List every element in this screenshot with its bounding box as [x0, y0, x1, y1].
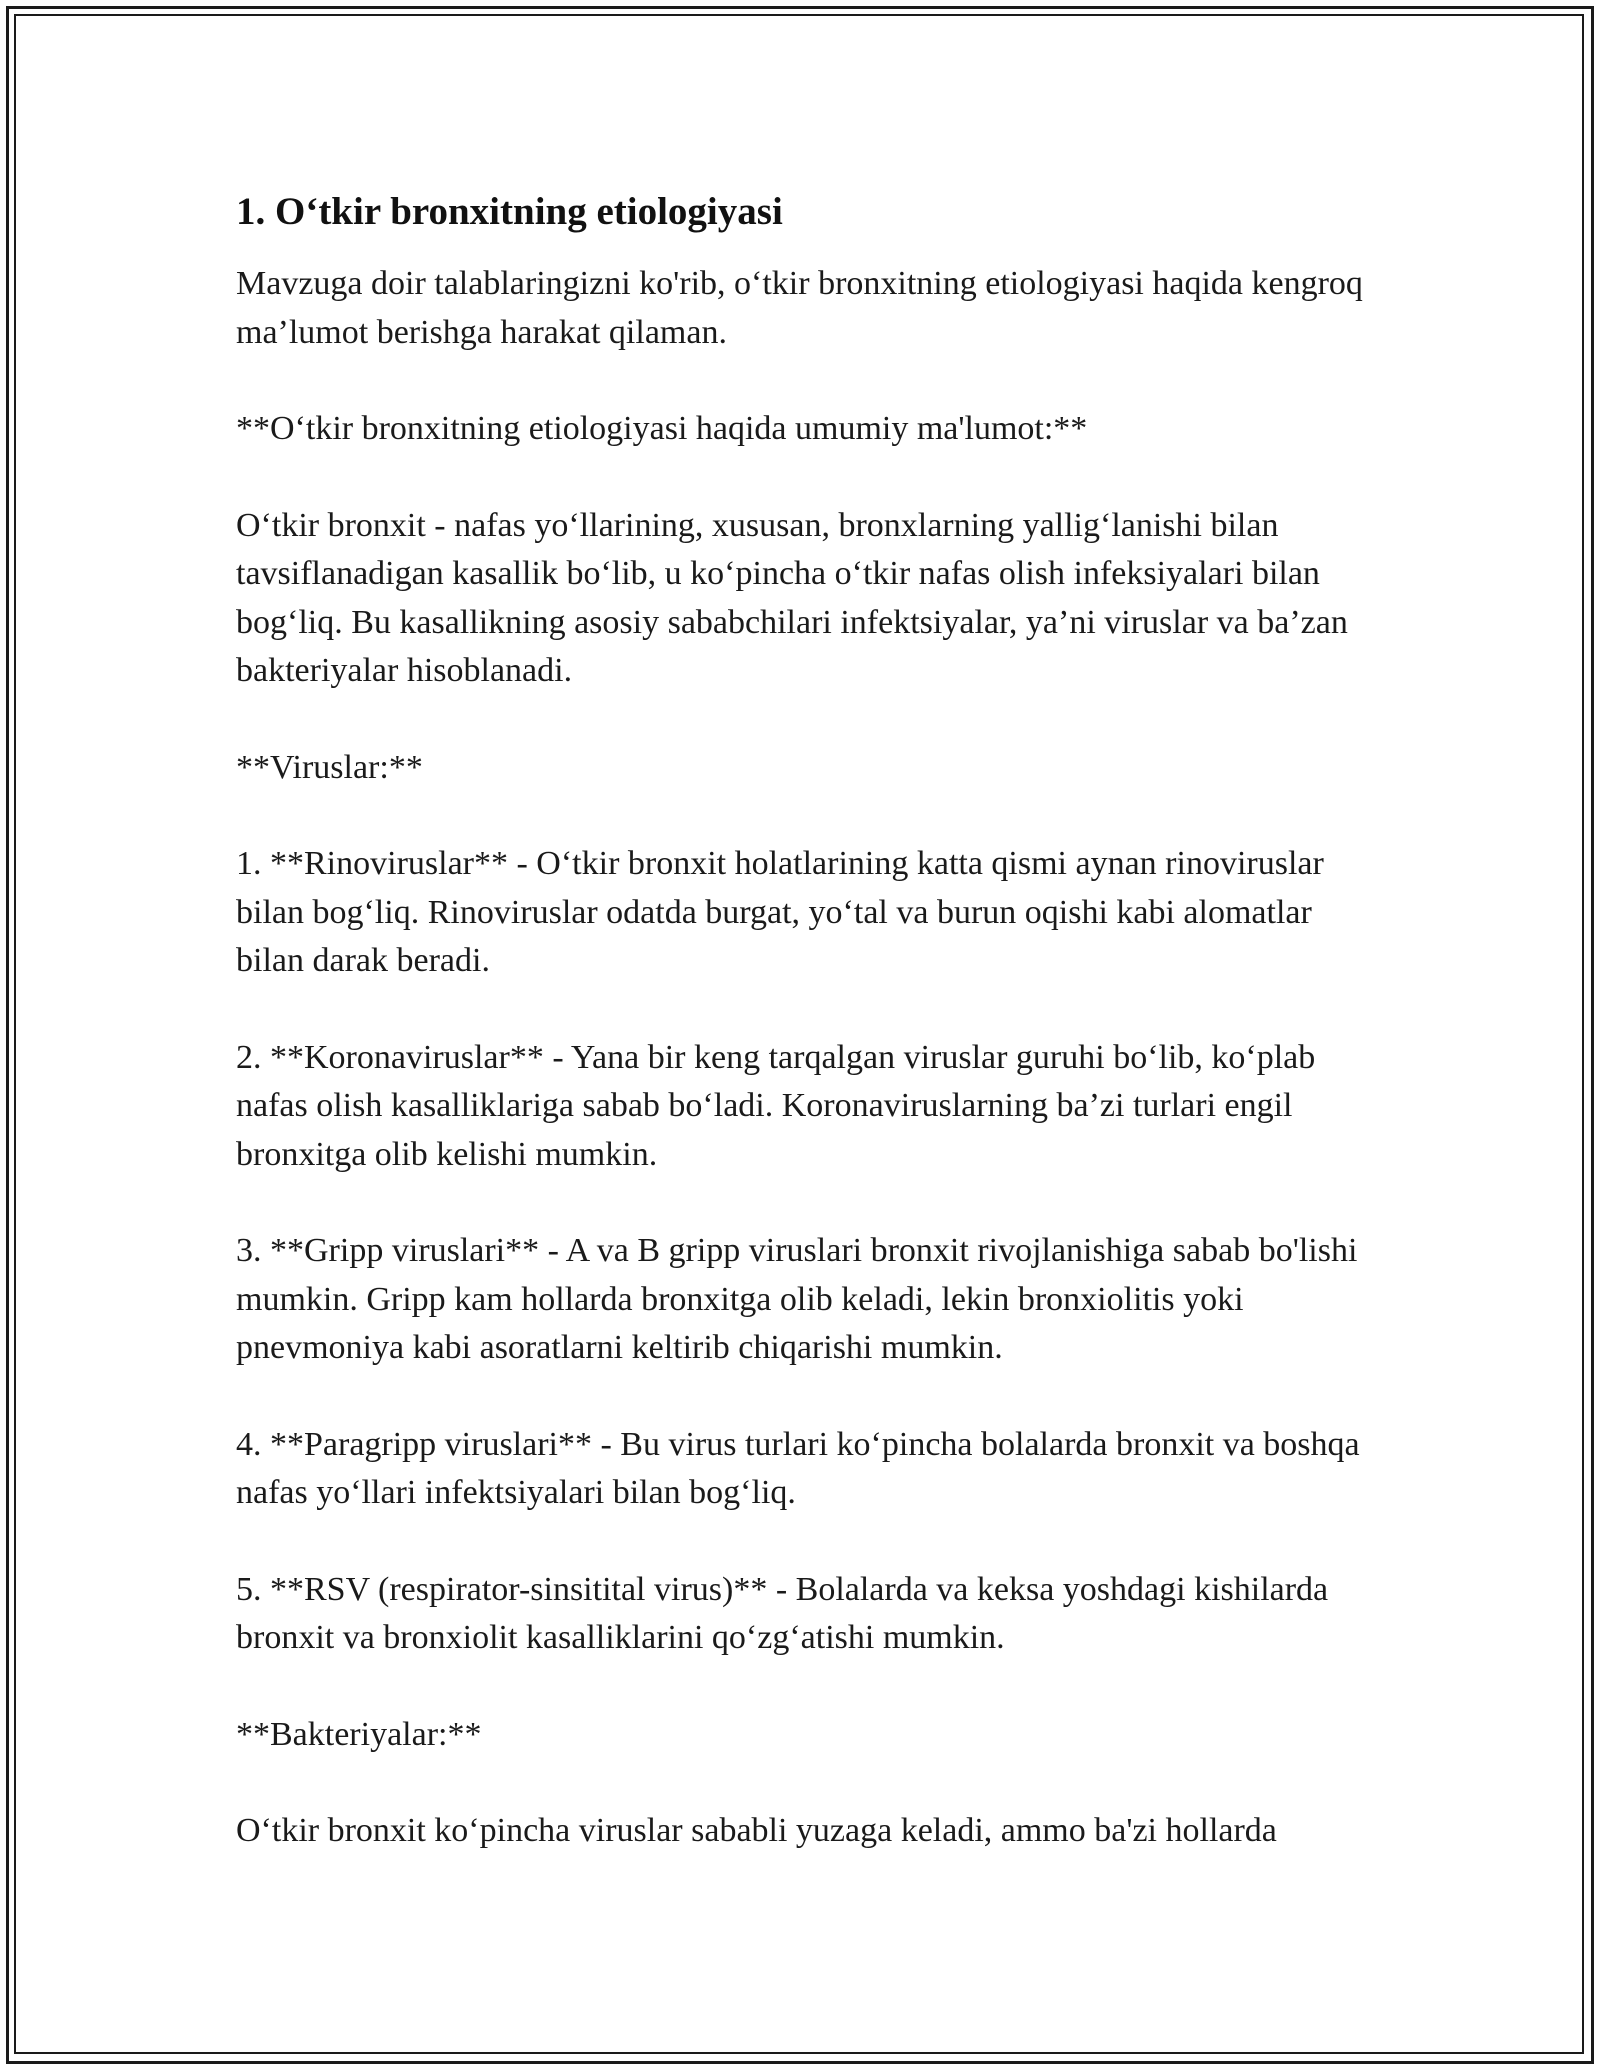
general-info-heading: **O‘tkir bronxitning etiologiyasi haqida umumiy ma'lumot:**: [236, 410, 1088, 447]
definition-paragraph: O‘tkir bronxit - nafas yo‘llarining, xususan, bronxlarning yallig‘lanishi bilan tavsiflanadigan kasallik bo‘lib, u ko‘pincha o‘tkir nafas olish infeksiyalari bilan bog‘liq. Bu kasallikning asosiy sababchilari infektsiyalar, ya’ni viruslar va ba’zan bakteriyalar hisoblanadi.: [236, 506, 1348, 689]
viruses-heading: **Viruslar:**: [236, 748, 423, 786]
bacteria-heading: **Bakteriyalar:**: [236, 1715, 482, 1753]
list-item-rhinoviruses: 1. **Rinoviruslar** - O‘tkir bronxit holatlarining katta qismi aynan rinoviruslar bilan bog‘liq. Rinoviruslar odatda burgat, yo‘tal va burun oqishi kabi alomatlar bilan darak beradi.: [236, 845, 1324, 979]
list-item-rsv: 5. **RSV (respirator-sinsitital virus)** - Bolalarda va keksa yoshdagi kishilarda bronxit va bronxiolit kasalliklarini qo‘zg‘atishi mumkin.: [236, 1570, 1329, 1656]
bacteria-paragraph: O‘tkir bronxit ko‘pincha viruslar sababli yuzaga keladi, ammo ba'zi hollarda: [236, 1812, 1277, 1849]
list-item-parainfluenza: 4. **Paragripp viruslari** - Bu virus turlari ko‘pincha bolalarda bronxit va boshqa nafas yo‘llari infektsiyalari bilan bog‘liq.: [236, 1425, 1360, 1511]
list-item-coronaviruses: 2. **Koronaviruslar** - Yana bir keng tarqalgan viruslar guruhi bo‘lib, ko‘plab nafas olish kasalliklariga sabab bo‘ladi. Koronaviruslarning ba’zi turlari engil bronxitga olib kelishi mumkin.: [236, 1038, 1316, 1173]
section-heading: 1. O‘tkir bronxitning etiologiyasi: [236, 190, 783, 233]
document-body: [236, 186, 1376, 1904]
list-item-influenza: 3. **Gripp viruslari** - A va B gripp viruslari bronxit rivojlanishiga sabab bo'lishi mumkin. Gripp kam hollarda bronxitga olib keladi, lekin bronxiolitis yoki pnevmoniya kabi asoratlarni keltirib chiqarishi mumkin.: [236, 1232, 1358, 1366]
intro-paragraph: Mavzuga doir talablaringizni ko'rib, o‘tkir bronxitning etiologiyasi haqida kengroq ma’lumot berishga harakat qilaman.: [236, 265, 1363, 351]
